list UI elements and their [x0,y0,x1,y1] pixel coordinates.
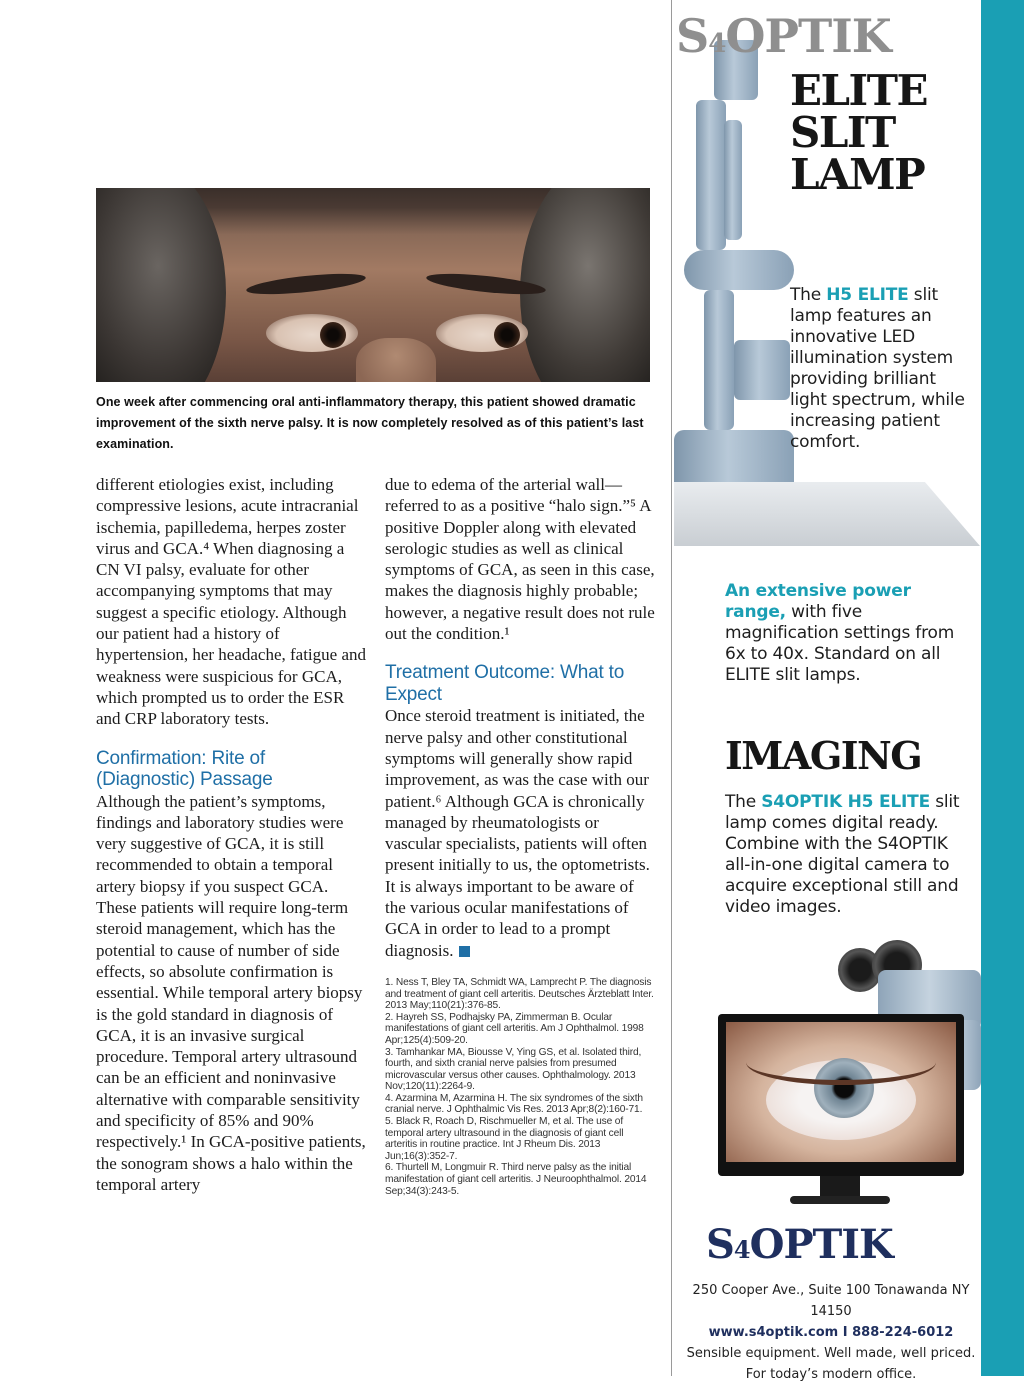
article-column-1 [96,474,368,1195]
body-paragraph: due to edema of the arterial wall—referred to as a positive “halo sign.”⁵ A positive Doppler along with elevated serologic studies as well as clinical symptoms of GCA, as seen in this case, makes the diagnosis highly probable; however, a negative result does not rule out the condition.¹ [385,475,655,644]
reference-item: 6. Thurtell M, Longmuir R. Third nerve palsy as the initial manifestation of giant cell arteritis. J Neuroophthalmol. 2014 Sep;34(3):243-5. [385,1162,647,1197]
website-phone-link[interactable]: www.s4optik.com I 888-224-6012 [708,1325,954,1340]
reference-item: 4. Azarmina M, Azarmina H. The six syndromes of the sixth cranial nerve. J Ophthalmic Vis Res. 2013 Apr;8(2):160-71. [385,1092,643,1116]
section-heading-treatment: Treatment Outcome: What to Expect [385,662,625,705]
references-list [385,977,657,1197]
ad-intro-text: The H5 ELITE slit lamp features an innovative LED illumination system providing brilliant light spectrum, while increasing patient comfort. [790,285,965,452]
column-divider [671,0,672,1376]
end-mark-icon [459,946,470,957]
body-paragraph: Although the patient’s symptoms, findings and laboratory studies were very suggestive of GCA, it is still recommended to obtain a temporal artery biopsy if you suspect GCA. These patients will require long-term steroid management, which has the potential to cause of number of side effects, so absolute confirmation is essential. While temporal artery biopsy is the gold standard in diagnosis of GCA, it is an invasive surgical procedure. Temporal artery ultrasound can be an efficient and noninvasive alternative with comparable sensitivity and specificity of 85% and 90% respectively.¹ In GCA-positive patients, the sonogram shows a halo within the temporal artery [96,791,366,1194]
lamp-table [674,482,980,546]
body-paragraph [385,705,657,961]
brand-logo-bottom: S4OPTIK [706,1221,893,1268]
ad-power-text: An extensive power range, with five magnification settings from 6x to 40x. Standard on all ELITE slit lamps. [725,581,955,685]
imaging-title: IMAGING [725,733,922,778]
tagline: For today’s modern office. [745,1367,917,1382]
monitor-stand [820,1176,860,1198]
patient-photo [96,188,650,382]
reference-item: 1. Ness T, Bley TA, Schmidt WA, Lamprecht P. The diagnosis and treatment of giant cell arteritis. Deutsches Ärzteblatt Inter. 2013 May;110(21):376-85. [385,976,654,1012]
reference-item: 5. Black R, Roach D, Rischmueller M, et al. The use of temporal artery ultrasound in the diagnosis of giant cell arteritis in routine practice. Int J Rheum Dis. 2013 Jun;16(3):352-7. [385,1116,624,1162]
monitor-image [718,1014,964,1176]
contact-block [676,1280,986,1385]
ad-imaging-text: The S4OPTIK H5 ELITE slit lamp comes digital ready. Combine with the S4OPTIK all-in-one digital camera to acquire exceptional still and video images. [725,792,960,917]
body-paragraph: different etiologies exist, including compressive lesions, acute intracranial ischemia, papilledema, herpes zoster virus and GCA.⁴ When diagnosing a CN VI palsy, evaluate for other accompanying symptoms that may suggest a specific etiology. Although our patient had a history of hypertension, her headache, fatigue and weakness were suspicious for GCA, which prompted us to order the ESR and CRP laboratory tests. [96,475,366,729]
tagline: Sensible equipment. Well made, well priced. [686,1346,976,1361]
photo-caption: One week after commencing oral anti-inflammatory therapy, this patient showed dramatic improvement of the sixth nerve palsy. It is now completely resolved as of this patient’s last examination. [96,395,644,451]
reference-item: 3. Tamhankar MA, Biousse V, Ying GS, et al. Isolated third, fourth, and sixth cranial nerve palsies from presumed microvascular versus other causes. Ophthalmology. 2013 Nov;120(11):2264-9. [385,1046,642,1093]
ad-title: ELITE SLIT LAMP [790,66,927,199]
body-paragraph-text: Once steroid treatment is initiated, the nerve palsy and other constitutional symptoms will generally show rapid improvement, as was the case with our patient.⁶ Although GCA is chronically managed by rheumatologists or vascular specialists, patients will often present initially to us, the optometrists. It is always important to be aware of the various ocular manifestations of GCA in order to lead to a prompt diagnosis. [385,706,650,960]
article-column-2 [385,474,657,1197]
address: 250 Cooper Ave., Suite 100 Tonawanda NY 14150 [692,1283,970,1319]
reference-item: 2. Hayreh SS, Podhajsky PA, Zimmerman B. Ocular manifestations of giant cell arteritis. Am J Ophthalmol. 1998 Apr;125(4):509-20. [385,1011,644,1046]
monitor-stand-base [790,1196,890,1204]
brand-logo-top: S4OPTIK [676,9,891,63]
section-heading-confirmation: Confirmation: Rite of (Diagnostic) Passage [96,747,273,791]
ad-accent-bar [981,0,1024,1376]
